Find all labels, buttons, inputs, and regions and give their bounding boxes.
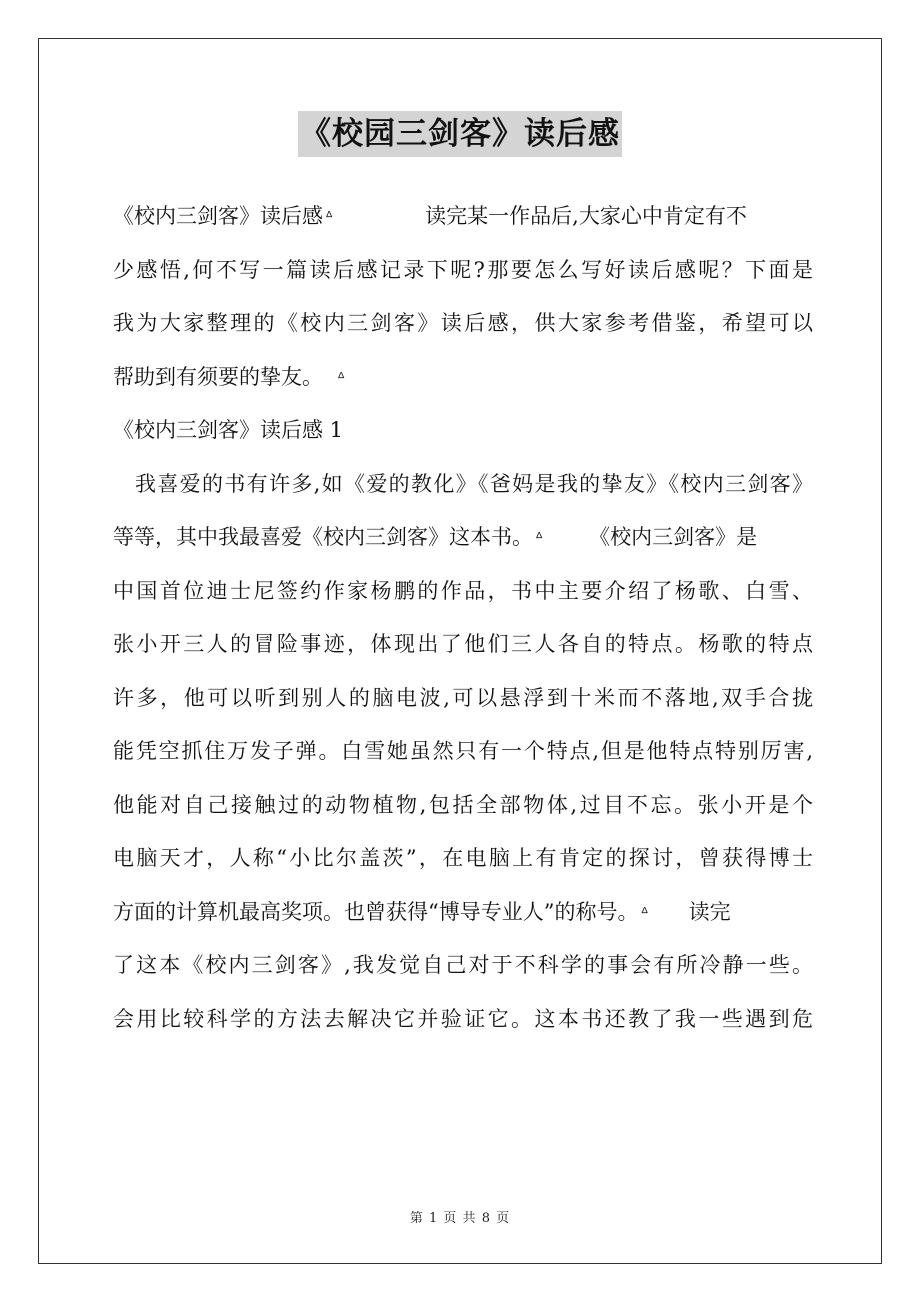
text-line-4 [113,351,813,405]
text-line-14 [113,886,813,940]
paragraph-mark-icon: ᐞ [337,368,346,387]
title-container [0,111,920,157]
text-segment: 等等，其中我最喜爱《校内三剑客》这本书。 [113,525,533,549]
text-line-3: 我为大家整理的《校内三剑客》读后感，供大家参考借鉴，希望可以 [113,311,813,335]
text-line-16: 会用比较科学的方法去解决它并验证它。这本书还教了我一些遇到危 [113,1006,813,1031]
paragraph-mark-icon: ᐞ [640,903,649,922]
text-line-15: 了这本《校内三剑客》,我发觉自己对于不科学的事会有所冷静一些。 [113,953,813,977]
text-segment: 方面的计算机最高奖项。也曾获得“博导专业人”的称号。 [113,899,639,924]
text-segment: 帮助到有须要的挚友。 [113,364,323,389]
paragraph-mark-icon: ᐞ [325,208,334,226]
text-segment: 《校内三剑客》是 [589,525,758,549]
text-line-9: 张小开三人的冒险事迹，体现出了他们三人各自的特点。杨歌的特点 [113,632,813,656]
text-line-2: 少感悟,何不写一篇读后感记录下呢?那要怎么写好读后感呢？下面是 [113,257,813,282]
text-line-6: 我喜爱的书有许多,如《爱的教化》《爸妈是我的挚友》《校内三剑客》 [135,471,813,496]
section-heading: 《校内三剑客》读后感 1 [113,418,344,442]
text-line-8: 中国首位迪士尼签约作家杨鹏的作品，书中主要介绍了杨歌、白雪、 [113,578,813,603]
text-segment: 读完某一作品后,大家心中肯定有不 [425,204,747,228]
text-line-7 [113,511,813,565]
text-line-13: 电脑天才，人称“小比尔盖茨”，在电脑上有肯定的探讨，曾获得博士 [113,846,813,870]
text-line-1 [113,190,813,244]
document-title: 《校园三剑客》读后感 [298,111,622,157]
page-footer: 第 1 页 共 8 页 [409,1211,511,1226]
text-line-11: 能凭空抓住万发子弹。白雪她虽然只有一个特点,但是他特点特别厉害, [113,739,813,763]
text-segment: 读完 [688,899,731,924]
paragraph-mark-icon: ᐞ [535,529,544,547]
text-line-10: 许多，他可以听到别人的脑电波,可以悬浮到十米而不落地,双手合拢 [113,685,813,710]
document-body [113,190,813,1046]
text-line-12: 他能对自己接触过的动物植物,包括全部物体,过目不忘。张小开是个 [113,792,813,817]
text-segment: 《校内三剑客》读后感 [113,204,323,228]
